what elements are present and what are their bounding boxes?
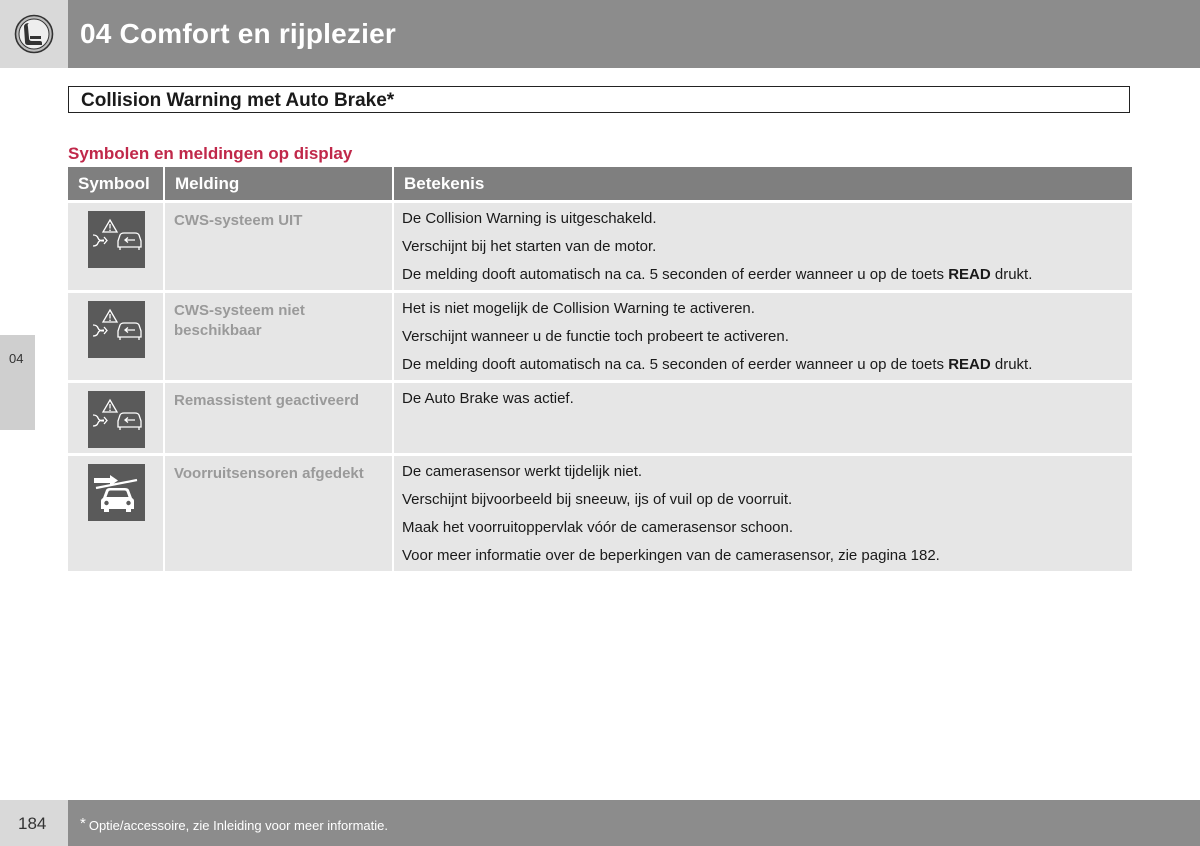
subheading: Symbolen en meldingen op display bbox=[68, 144, 353, 163]
symbols-table bbox=[68, 167, 1132, 571]
table-row bbox=[68, 200, 1132, 290]
symbol-cell bbox=[68, 380, 165, 453]
collision-warning-icon bbox=[88, 391, 145, 448]
table-row bbox=[68, 380, 1132, 453]
collision-warning-icon bbox=[88, 301, 145, 358]
table-row bbox=[68, 290, 1132, 380]
meaning-text: drukt. bbox=[990, 266, 1033, 283]
meaning-line: Verschijnt wanneer u de functie toch probeert te activeren. bbox=[402, 328, 789, 345]
section-title-box bbox=[68, 86, 1130, 113]
column-header-betekenis: Betekenis bbox=[394, 167, 1132, 200]
column-header-melding: Melding bbox=[165, 167, 394, 200]
meaning-cell bbox=[394, 380, 1132, 453]
page-header bbox=[0, 0, 1200, 68]
chapter-title: 04 Comfort en rijplezier bbox=[80, 18, 396, 49]
meaning-line: Maak het voorruitoppervlak vóór de camerasensor schoon. bbox=[402, 519, 794, 536]
meaning-text: De melding dooft automatisch na ca. 5 seconden of eerder wanneer u op de toets bbox=[402, 356, 949, 373]
footnote-star: * bbox=[80, 815, 86, 832]
seat-icon bbox=[14, 14, 54, 54]
message-cell: CWS-systeem niet beschikbaar bbox=[165, 290, 394, 380]
meaning-line: Verschijnt bijvoorbeeld bij sneeuw, ijs of vuil op de voorruit. bbox=[402, 491, 793, 508]
meaning-line: Voor meer informatie over de beperkingen van de camerasensor, zie pagina 182. bbox=[402, 547, 940, 564]
message-cell: CWS-systeem UIT bbox=[165, 200, 394, 290]
table-header-row bbox=[68, 167, 1132, 200]
page-footer bbox=[0, 800, 1200, 846]
meaning-line: Verschijnt bij het starten van de motor. bbox=[402, 238, 657, 255]
meaning-line: De Collision Warning is uitgeschakeld. bbox=[402, 210, 657, 227]
header-icon-box bbox=[0, 0, 68, 68]
meaning-text: drukt. bbox=[990, 356, 1033, 373]
meaning-line bbox=[402, 355, 1124, 374]
meaning-line: De Auto Brake was actief. bbox=[402, 390, 574, 407]
section-title: Collision Warning met Auto Brake* bbox=[81, 90, 395, 111]
symbol-cell bbox=[68, 200, 165, 290]
camera-sensor-icon bbox=[88, 464, 145, 521]
meaning-line: De camerasensor werkt tijdelijk niet. bbox=[402, 463, 643, 480]
meaning-line: Het is niet mogelijk de Collision Warning te activeren. bbox=[402, 300, 755, 317]
read-key-label: READ bbox=[948, 266, 991, 283]
read-key-label: READ bbox=[948, 356, 991, 373]
meaning-cell bbox=[394, 200, 1132, 290]
meaning-text: De melding dooft automatisch na ca. 5 seconden of eerder wanneer u op de toets bbox=[402, 266, 949, 283]
collision-warning-icon bbox=[88, 211, 145, 268]
meaning-line bbox=[402, 265, 1124, 284]
symbol-cell bbox=[68, 290, 165, 380]
footnote-text: Optie/accessoire, zie Inleiding voor meer informatie. bbox=[88, 818, 388, 833]
symbol-cell bbox=[68, 453, 165, 571]
table-row bbox=[68, 453, 1132, 571]
page-number: 184 bbox=[18, 814, 47, 833]
footnote bbox=[80, 817, 388, 834]
message-cell: Remassistent geactiveerd bbox=[165, 380, 394, 453]
meaning-cell bbox=[394, 290, 1132, 380]
column-header-symbool: Symbool bbox=[68, 167, 165, 200]
message-cell: Voorruitsensoren afgedekt bbox=[165, 453, 394, 571]
page-number-box bbox=[0, 800, 68, 846]
meaning-cell bbox=[394, 453, 1132, 571]
chapter-tab-label: 04 bbox=[9, 351, 24, 366]
chapter-side-tab bbox=[0, 335, 35, 430]
